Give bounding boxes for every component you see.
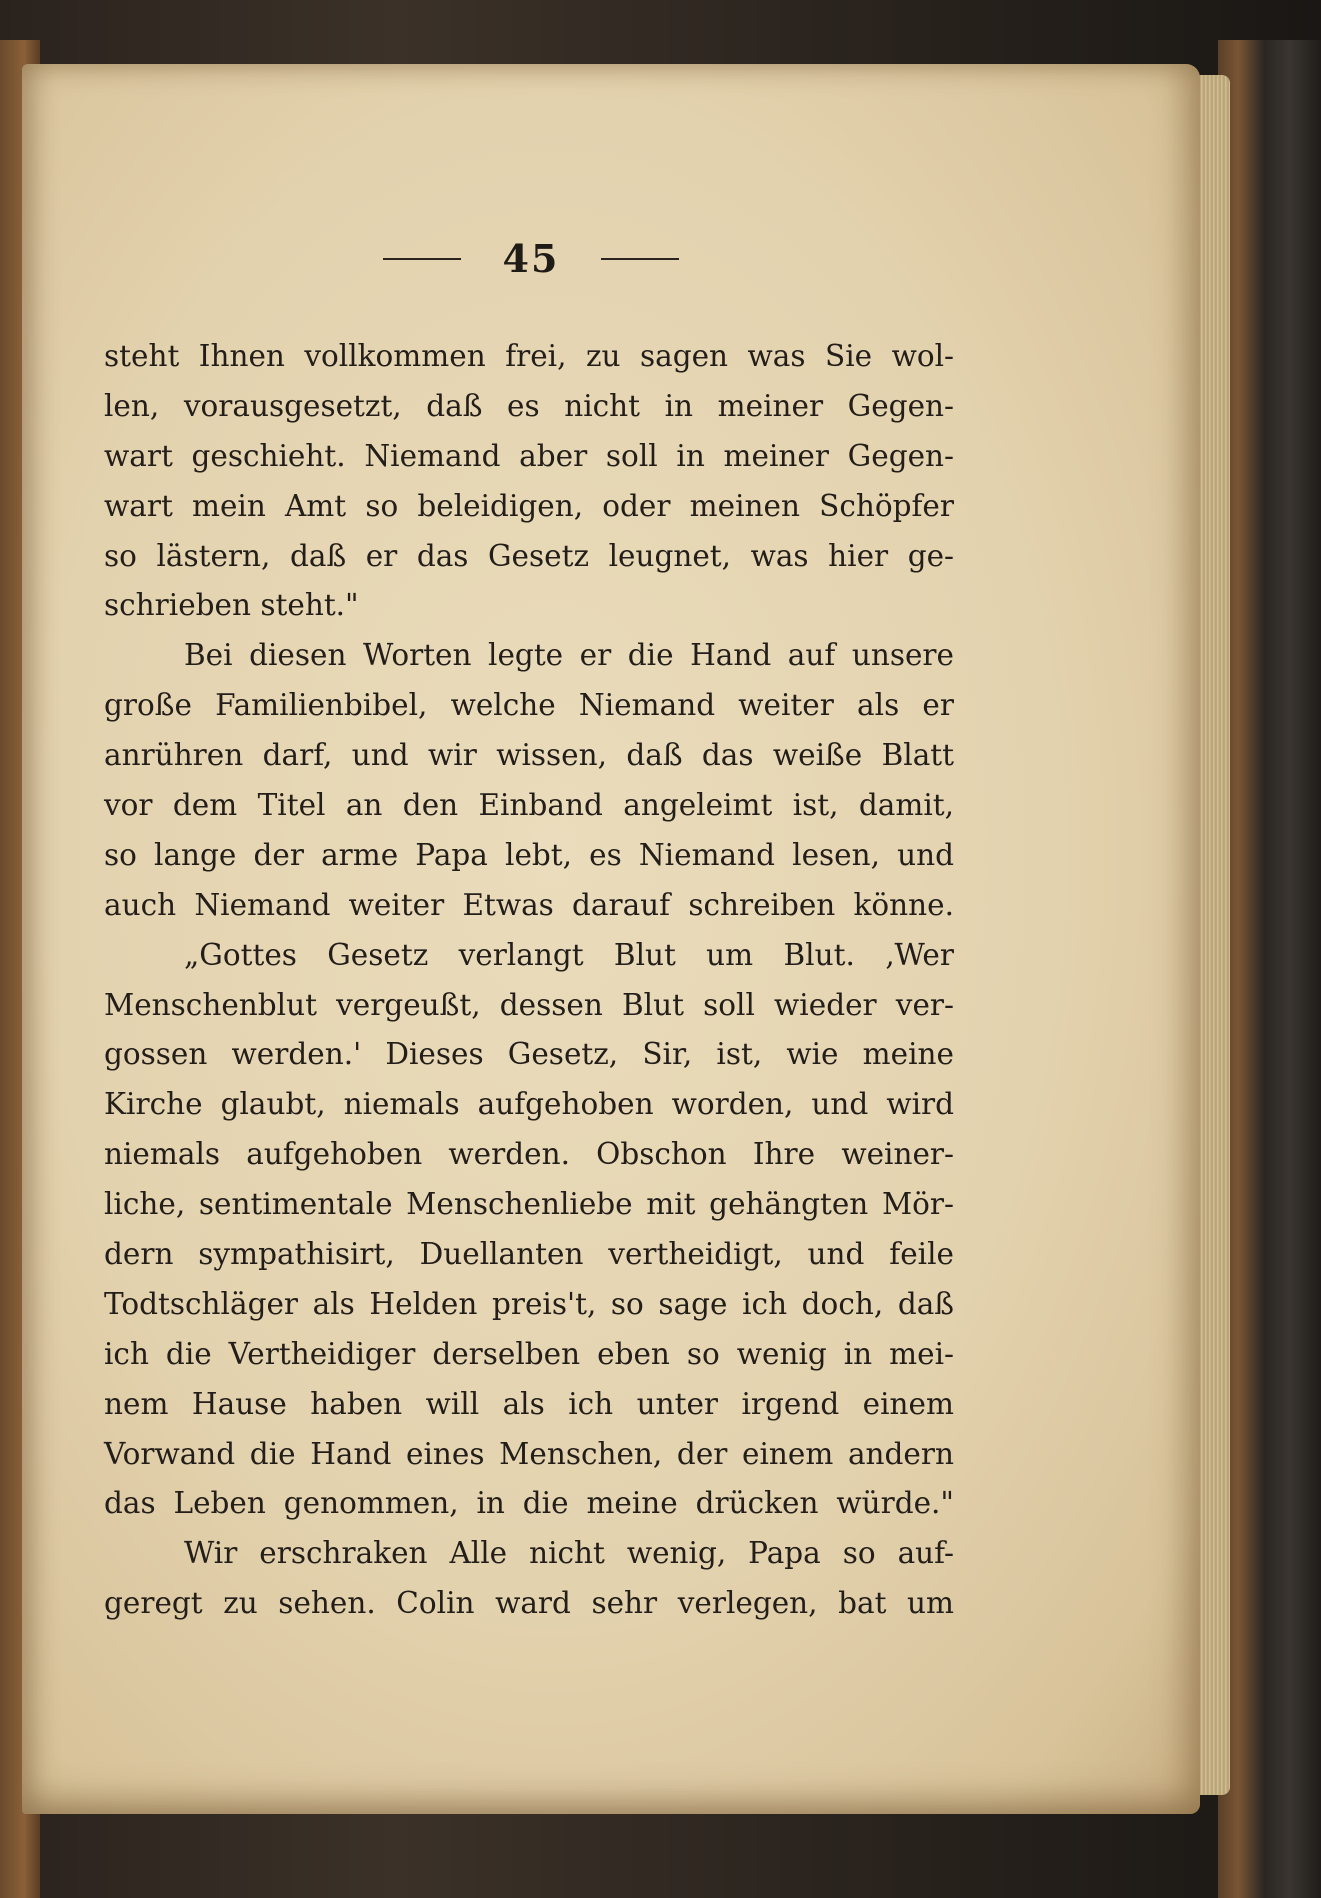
book-page <box>22 64 1200 1814</box>
text-line: „Gottes Gesetz verlangt Blut um Blut. ‚Wer <box>184 937 954 972</box>
page-number: 45 <box>502 236 560 281</box>
text-line: wart mein Amt so beleidigen, oder meinen Schöpfer <box>104 488 954 523</box>
text-line: dern sympathisirt, Duellanten vertheidigt, und feile <box>104 1237 954 1272</box>
text-line: nem Hause haben will als ich unter irgend einem <box>104 1386 954 1421</box>
text-line: wart geschieht. Niemand aber soll in meiner Gegen- <box>104 438 954 473</box>
text-line: Wir erschraken Alle nicht wenig, Papa so auf- <box>184 1536 954 1571</box>
book-cover-right <box>1218 40 1321 1898</box>
text-line: liche, sentimentale Menschenliebe mit gehängten Mör- <box>104 1187 954 1222</box>
text-line: auch Niemand weiter Etwas darauf schreiben könne. <box>104 887 954 922</box>
text-line: len, vorausgesetzt, daß es nicht in meiner Gegen- <box>104 388 954 423</box>
text-line: Kirche glaubt, niemals aufgehoben worden, und wird <box>104 1087 954 1122</box>
text-line: niemals aufgehoben werden. Obschon Ihre weiner- <box>104 1137 954 1172</box>
text-line: Bei diesen Worten legte er die Hand auf unsere <box>184 638 954 673</box>
text-line: große Familienbibel, welche Niemand weiter als er <box>104 688 954 723</box>
text-line: Todtschläger als Helden preis't, so sage ich doch, daß <box>104 1286 954 1321</box>
text-line: so lästern, daß er das Gesetz leugnet, was hier ge- <box>104 538 954 573</box>
text-line: ich die Vertheidiger derselben eben so wenig in mei- <box>104 1336 954 1371</box>
text-line: so lange der arme Papa lebt, es Niemand lesen, und <box>104 837 954 872</box>
body-text <box>104 332 954 1629</box>
header-rule-left <box>383 258 461 260</box>
text-line: vor dem Titel an den Einband angeleimt ist, damit, <box>104 788 954 823</box>
text-line: Vorwand die Hand eines Menschen, der einem andern <box>104 1436 954 1471</box>
text-line: steht Ihnen vollkommen frei, zu sagen was Sie wol- <box>104 339 954 373</box>
text-line: gossen werden.' Dieses Gesetz, Sir, ist, wie meine <box>104 1037 954 1072</box>
text-line: geregt zu sehen. Colin ward sehr verlegen, bat um <box>104 1586 954 1621</box>
text-line: das Leben genommen, in die meine drücken würde." <box>104 1486 954 1521</box>
page-header <box>22 236 1040 281</box>
header-rule-right <box>601 258 679 260</box>
text-line: anrühren darf, und wir wissen, daß das weiße Blatt <box>104 738 954 773</box>
text-line: Menschenblut vergeußt, dessen Blut soll wieder ver- <box>104 987 954 1022</box>
text-line: schrieben steht." <box>104 588 359 623</box>
